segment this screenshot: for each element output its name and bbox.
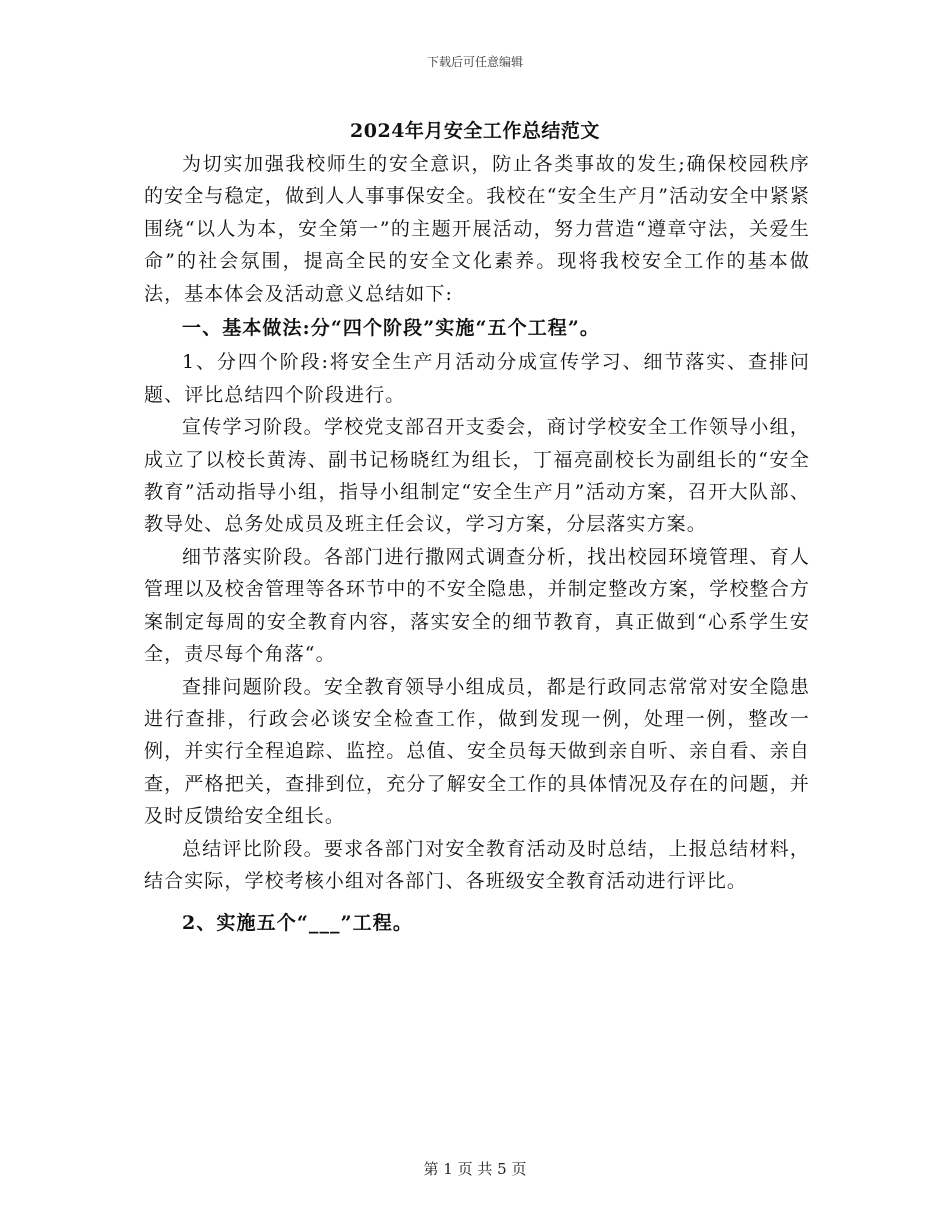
document-title: 2024年月安全工作总结范文 xyxy=(350,120,600,142)
page-footer: 第 1 页 共 5 页 xyxy=(423,1160,527,1178)
header-note: 下载后可任意编辑 xyxy=(426,55,523,69)
subsection-heading-five-projects: 2、实施五个“___”工程。 xyxy=(182,912,413,935)
paragraph-publicity-stage: 宣传学习阶段。学校党支部召开支委会，商讨学校安全工作领导小组，成立了以校长黄涛、副书记杨晓红为组长，丁福亮副校长为副组长的“安全教育”活动指导小组，指导小组制定“安全生产月”活动方案，召开大队部、教导处、总务处成员及班主任会议，学习方案，分层落实方案。 xyxy=(144,416,810,536)
paragraph-evaluation-stage: 总结评比阶段。要求各部门对安全教育活动及时总结，上报总结材料，结合实际，学校考核小组对各部门、各班级安全教育活动进行评比。 xyxy=(144,837,810,892)
intro-paragraph: 为切实加强我校师生的安全意识，防止各类事故的发生;确保校园秩序的安全与稳定，做到人人事事保安全。我校在“安全生产月”活动安全中紧紧围绕“以人为本，安全第一”的主题开展活动，努力营造“遵章守法，关爱生命”的社会氛围，提高全民的安全文化素养。现将我校安全工作的基本做法，基本体会及活动意义总结如下: xyxy=(144,153,810,305)
section-heading-basic-practice: 一、基本做法:分“四个阶段”实施“五个工程”。 xyxy=(182,317,601,340)
document-body xyxy=(144,148,810,940)
paragraph-detail-stage: 细节落实阶段。各部门进行撒网式调查分析，找出校园环境管理、育人管理以及校舍管理等各环节中的不安全隐患，并制定整改方案，学校整合方案制定每周的安全教育内容，落实安全的细节教育，真正做到“心系学生安全，责尽每个角落“。 xyxy=(144,545,810,666)
paragraph-inspection-stage: 查排问题阶段。安全教育领导小组成员，都是行政同志常常对安全隐患进行查排，行政会必谈安全检查工作，做到发现一例，处理一例，整改一例，并实行全程追踪、监控。总值、安全员每天做到亲自听、亲自看、亲自查，严格把关，查排到位，充分了解安全工作的具体情况及存在的问题，并及时反馈给安全组长。 xyxy=(144,675,810,828)
paragraph-four-stages: 1、分四个阶段:将安全生产月活动分成宣传学习、细节落实、查排问题、评比总结四个阶段进行。 xyxy=(144,351,810,406)
